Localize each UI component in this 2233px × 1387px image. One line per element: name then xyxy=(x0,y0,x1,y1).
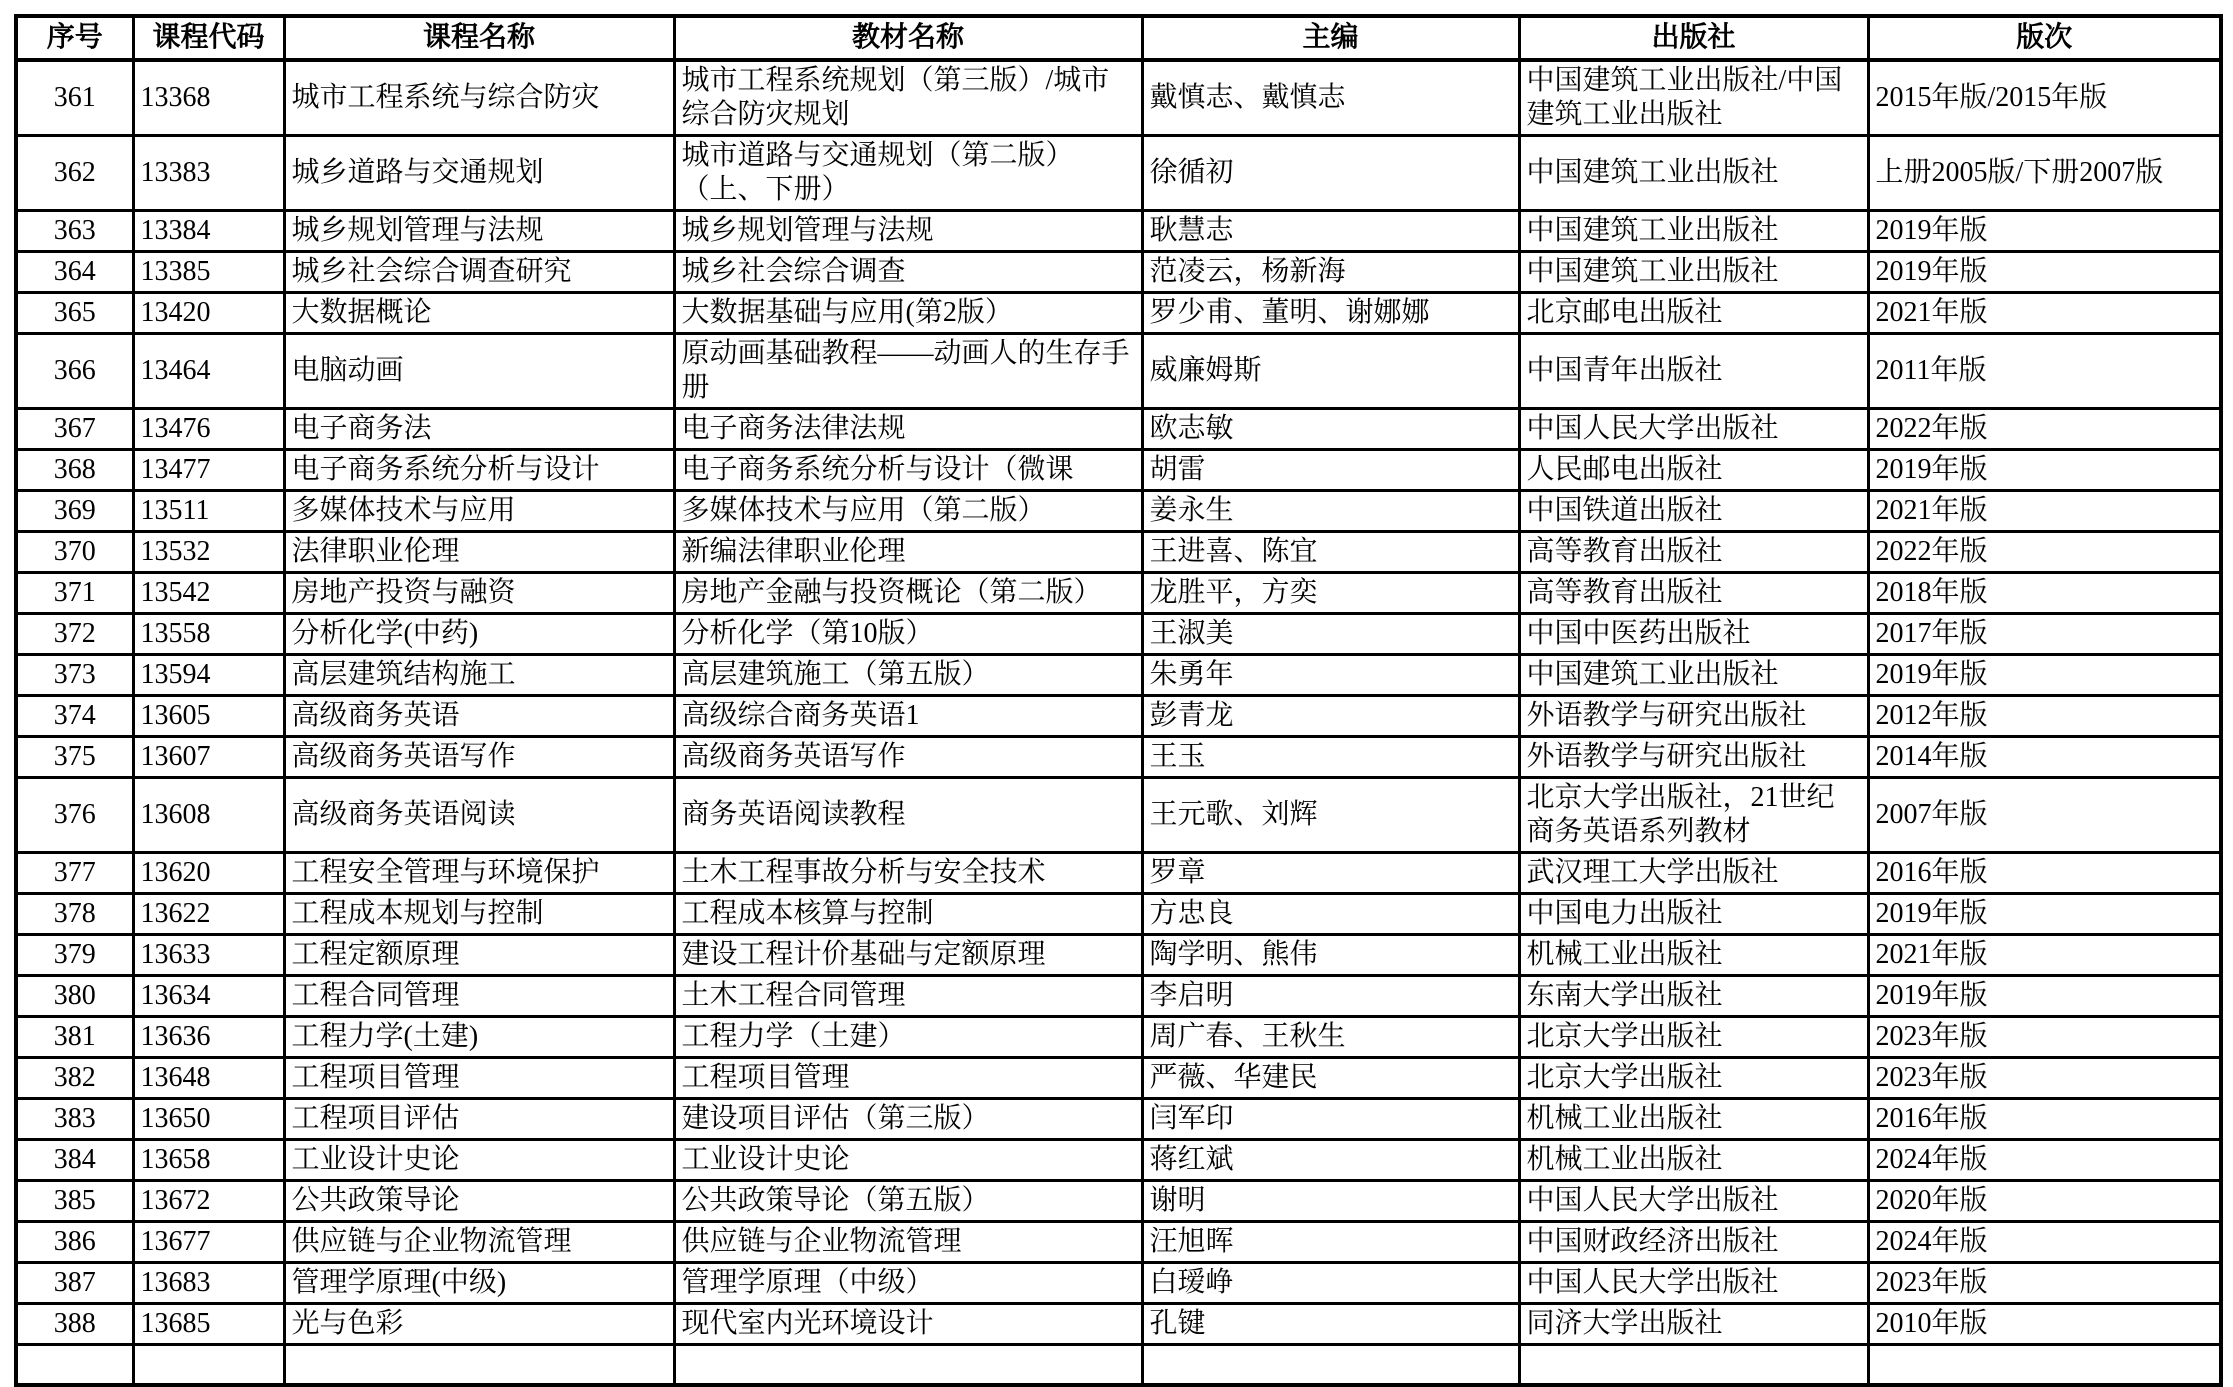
cell-serial: 379 xyxy=(16,935,133,976)
cell-empty xyxy=(16,1345,133,1385)
cell-code: 13634 xyxy=(133,976,284,1017)
table-row xyxy=(16,573,2221,614)
textbook-table xyxy=(14,14,2223,1387)
cell-serial: 386 xyxy=(16,1222,133,1263)
cell-code: 13558 xyxy=(133,614,284,655)
cell-editor: 王玉 xyxy=(1142,737,1519,778)
cell-course: 公共政策导论 xyxy=(284,1181,674,1222)
cell-publisher: 中国中医药出版社 xyxy=(1519,614,1868,655)
cell-serial: 388 xyxy=(16,1304,133,1345)
cell-course: 城市工程系统与综合防灾 xyxy=(284,60,674,136)
cell-empty xyxy=(1519,1345,1868,1385)
cell-publisher: 中国建筑工业出版社 xyxy=(1519,655,1868,696)
table-row xyxy=(16,1181,2221,1222)
cell-code: 13672 xyxy=(133,1181,284,1222)
cell-serial: 364 xyxy=(16,252,133,293)
cell-course: 工程成本规划与控制 xyxy=(284,894,674,935)
cell-code: 13385 xyxy=(133,252,284,293)
cell-course: 工业设计史论 xyxy=(284,1140,674,1181)
cell-textbook: 工业设计史论 xyxy=(674,1140,1142,1181)
cell-publisher: 机械工业出版社 xyxy=(1519,935,1868,976)
cell-editor: 王进喜、陈宜 xyxy=(1142,532,1519,573)
cell-textbook: 电子商务系统分析与设计（微课 xyxy=(674,450,1142,491)
cell-code: 13677 xyxy=(133,1222,284,1263)
table-row xyxy=(16,1140,2221,1181)
cell-publisher: 北京大学出版社，21世纪商务英语系列教材 xyxy=(1519,778,1868,853)
cell-textbook: 现代室内光环境设计 xyxy=(674,1304,1142,1345)
cell-textbook: 高层建筑施工（第五版） xyxy=(674,655,1142,696)
cell-empty xyxy=(674,1345,1142,1385)
cell-textbook: 新编法律职业伦理 xyxy=(674,532,1142,573)
cell-course: 分析化学(中药) xyxy=(284,614,674,655)
cell-code: 13683 xyxy=(133,1263,284,1304)
cell-edition: 2021年版 xyxy=(1868,935,2221,976)
cell-editor: 耿慧志 xyxy=(1142,211,1519,252)
cell-textbook: 公共政策导论（第五版） xyxy=(674,1181,1142,1222)
cell-publisher: 中国建筑工业出版社 xyxy=(1519,136,1868,211)
cell-serial: 381 xyxy=(16,1017,133,1058)
cell-edition: 2018年版 xyxy=(1868,573,2221,614)
cell-publisher: 武汉理工大学出版社 xyxy=(1519,853,1868,894)
cell-textbook: 工程项目管理 xyxy=(674,1058,1142,1099)
cell-serial: 382 xyxy=(16,1058,133,1099)
table-row xyxy=(16,60,2221,136)
table-header-row xyxy=(16,16,2221,60)
cell-edition: 2019年版 xyxy=(1868,894,2221,935)
cell-textbook: 供应链与企业物流管理 xyxy=(674,1222,1142,1263)
cell-empty xyxy=(1868,1345,2221,1385)
cell-edition: 2011年版 xyxy=(1868,334,2221,409)
cell-publisher: 机械工业出版社 xyxy=(1519,1140,1868,1181)
cell-editor: 蒋红斌 xyxy=(1142,1140,1519,1181)
cell-publisher: 中国建筑工业出版社/中国建筑工业出版社 xyxy=(1519,60,1868,136)
cell-serial: 372 xyxy=(16,614,133,655)
cell-serial: 366 xyxy=(16,334,133,409)
cell-edition: 2019年版 xyxy=(1868,450,2221,491)
cell-serial: 365 xyxy=(16,293,133,334)
cell-course: 大数据概论 xyxy=(284,293,674,334)
cell-code: 13607 xyxy=(133,737,284,778)
cell-publisher: 外语教学与研究出版社 xyxy=(1519,696,1868,737)
cell-editor: 王淑美 xyxy=(1142,614,1519,655)
cell-editor: 欧志敏 xyxy=(1142,409,1519,450)
cell-editor: 闫军印 xyxy=(1142,1099,1519,1140)
table-row xyxy=(16,1222,2221,1263)
cell-edition: 2019年版 xyxy=(1868,211,2221,252)
column-header-course: 课程名称 xyxy=(284,16,674,60)
cell-publisher: 北京大学出版社 xyxy=(1519,1017,1868,1058)
cell-publisher: 中国人民大学出版社 xyxy=(1519,409,1868,450)
cell-code: 13477 xyxy=(133,450,284,491)
cell-editor: 孔键 xyxy=(1142,1304,1519,1345)
cell-textbook: 原动画基础教程——动画人的生存手册 xyxy=(674,334,1142,409)
cell-empty xyxy=(1142,1345,1519,1385)
cell-edition: 2024年版 xyxy=(1868,1222,2221,1263)
table-row xyxy=(16,334,2221,409)
table-row xyxy=(16,696,2221,737)
cell-editor: 龙胜平，方奕 xyxy=(1142,573,1519,614)
cell-textbook: 大数据基础与应用(第2版） xyxy=(674,293,1142,334)
column-header-serial: 序号 xyxy=(16,16,133,60)
cell-code: 13658 xyxy=(133,1140,284,1181)
cell-edition: 2024年版 xyxy=(1868,1140,2221,1181)
cell-empty xyxy=(133,1345,284,1385)
cell-editor: 罗章 xyxy=(1142,853,1519,894)
table-row xyxy=(16,1263,2221,1304)
cell-publisher: 中国财政经济出版社 xyxy=(1519,1222,1868,1263)
cell-code: 13648 xyxy=(133,1058,284,1099)
cell-code: 13633 xyxy=(133,935,284,976)
cell-editor: 姜永生 xyxy=(1142,491,1519,532)
cell-editor: 方忠良 xyxy=(1142,894,1519,935)
cell-editor: 汪旭晖 xyxy=(1142,1222,1519,1263)
cell-editor: 白瑷峥 xyxy=(1142,1263,1519,1304)
cell-textbook: 土木工程事故分析与安全技术 xyxy=(674,853,1142,894)
cell-editor: 罗少甫、董明、谢娜娜 xyxy=(1142,293,1519,334)
cell-publisher: 中国人民大学出版社 xyxy=(1519,1263,1868,1304)
cell-textbook: 建设工程计价基础与定额原理 xyxy=(674,935,1142,976)
cell-editor: 威廉姆斯 xyxy=(1142,334,1519,409)
cell-publisher: 中国人民大学出版社 xyxy=(1519,1181,1868,1222)
table-row xyxy=(16,976,2221,1017)
cell-publisher: 北京大学出版社 xyxy=(1519,1058,1868,1099)
cell-code: 13622 xyxy=(133,894,284,935)
column-header-editor: 主编 xyxy=(1142,16,1519,60)
table-row xyxy=(16,778,2221,853)
cell-serial: 371 xyxy=(16,573,133,614)
cell-code: 13685 xyxy=(133,1304,284,1345)
cell-edition: 2023年版 xyxy=(1868,1058,2221,1099)
cell-edition: 2019年版 xyxy=(1868,252,2221,293)
cell-textbook: 城市道路与交通规划（第二版）（上、下册） xyxy=(674,136,1142,211)
cell-code: 13532 xyxy=(133,532,284,573)
cell-edition: 2019年版 xyxy=(1868,655,2221,696)
cell-code: 13620 xyxy=(133,853,284,894)
cell-textbook: 城市工程系统规划（第三版）/城市综合防灾规划 xyxy=(674,60,1142,136)
cell-course: 管理学原理(中级) xyxy=(284,1263,674,1304)
cell-course: 高级商务英语阅读 xyxy=(284,778,674,853)
cell-serial: 373 xyxy=(16,655,133,696)
cell-course: 房地产投资与融资 xyxy=(284,573,674,614)
cell-code: 13542 xyxy=(133,573,284,614)
cell-serial: 374 xyxy=(16,696,133,737)
document-page xyxy=(0,14,2233,1339)
cell-serial: 387 xyxy=(16,1263,133,1304)
table-row xyxy=(16,252,2221,293)
cell-edition: 2012年版 xyxy=(1868,696,2221,737)
cell-serial: 378 xyxy=(16,894,133,935)
cell-course: 法律职业伦理 xyxy=(284,532,674,573)
cell-publisher: 人民邮电出版社 xyxy=(1519,450,1868,491)
cell-course: 高级商务英语写作 xyxy=(284,737,674,778)
cell-serial: 384 xyxy=(16,1140,133,1181)
cell-edition: 2021年版 xyxy=(1868,491,2221,532)
cell-edition: 2017年版 xyxy=(1868,614,2221,655)
cell-textbook: 房地产金融与投资概论（第二版） xyxy=(674,573,1142,614)
cell-serial: 362 xyxy=(16,136,133,211)
cell-course: 城乡社会综合调查研究 xyxy=(284,252,674,293)
cell-textbook: 电子商务法律法规 xyxy=(674,409,1142,450)
cell-publisher: 高等教育出版社 xyxy=(1519,573,1868,614)
cell-textbook: 管理学原理（中级） xyxy=(674,1263,1142,1304)
cell-textbook: 城乡规划管理与法规 xyxy=(674,211,1142,252)
cell-textbook: 多媒体技术与应用（第二版） xyxy=(674,491,1142,532)
cell-edition: 2016年版 xyxy=(1868,853,2221,894)
cell-course: 工程项目管理 xyxy=(284,1058,674,1099)
cell-editor: 王元歌、刘辉 xyxy=(1142,778,1519,853)
table-row xyxy=(16,409,2221,450)
cell-edition: 2016年版 xyxy=(1868,1099,2221,1140)
cell-code: 13608 xyxy=(133,778,284,853)
cell-serial: 383 xyxy=(16,1099,133,1140)
cell-code: 13605 xyxy=(133,696,284,737)
column-header-edition: 版次 xyxy=(1868,16,2221,60)
cell-textbook: 分析化学（第10版） xyxy=(674,614,1142,655)
cell-course: 光与色彩 xyxy=(284,1304,674,1345)
cell-code: 13368 xyxy=(133,60,284,136)
cell-editor: 范凌云，杨新海 xyxy=(1142,252,1519,293)
cell-editor: 李启明 xyxy=(1142,976,1519,1017)
cell-publisher: 中国铁道出版社 xyxy=(1519,491,1868,532)
table-row xyxy=(16,1017,2221,1058)
cell-course: 高级商务英语 xyxy=(284,696,674,737)
cell-serial: 367 xyxy=(16,409,133,450)
cell-code: 13636 xyxy=(133,1017,284,1058)
cell-course: 高层建筑结构施工 xyxy=(284,655,674,696)
cell-serial: 385 xyxy=(16,1181,133,1222)
cell-serial: 375 xyxy=(16,737,133,778)
table-row xyxy=(16,737,2221,778)
cell-textbook: 商务英语阅读教程 xyxy=(674,778,1142,853)
cell-edition: 2023年版 xyxy=(1868,1263,2221,1304)
table-row xyxy=(16,1058,2221,1099)
cell-textbook: 高级商务英语写作 xyxy=(674,737,1142,778)
cell-publisher: 高等教育出版社 xyxy=(1519,532,1868,573)
cell-editor: 陶学明、熊伟 xyxy=(1142,935,1519,976)
cell-editor: 彭青龙 xyxy=(1142,696,1519,737)
cell-code: 13650 xyxy=(133,1099,284,1140)
table-row xyxy=(16,293,2221,334)
table-row xyxy=(16,1304,2221,1345)
cell-serial: 380 xyxy=(16,976,133,1017)
cell-course: 供应链与企业物流管理 xyxy=(284,1222,674,1263)
cell-serial: 368 xyxy=(16,450,133,491)
cell-code: 13476 xyxy=(133,409,284,450)
cell-publisher: 中国青年出版社 xyxy=(1519,334,1868,409)
cell-textbook: 土木工程合同管理 xyxy=(674,976,1142,1017)
cell-course: 工程合同管理 xyxy=(284,976,674,1017)
cell-course: 城乡规划管理与法规 xyxy=(284,211,674,252)
cell-serial: 376 xyxy=(16,778,133,853)
column-header-publisher: 出版社 xyxy=(1519,16,1868,60)
cell-course: 城乡道路与交通规划 xyxy=(284,136,674,211)
cell-code: 13594 xyxy=(133,655,284,696)
cell-editor: 谢明 xyxy=(1142,1181,1519,1222)
cell-edition: 2010年版 xyxy=(1868,1304,2221,1345)
cell-publisher: 中国建筑工业出版社 xyxy=(1519,211,1868,252)
table-row xyxy=(16,935,2221,976)
cell-code: 13420 xyxy=(133,293,284,334)
cell-course: 工程安全管理与环境保护 xyxy=(284,853,674,894)
cell-course: 多媒体技术与应用 xyxy=(284,491,674,532)
cell-code: 13464 xyxy=(133,334,284,409)
cell-serial: 370 xyxy=(16,532,133,573)
cell-empty xyxy=(284,1345,674,1385)
cell-editor: 胡雷 xyxy=(1142,450,1519,491)
cell-textbook: 高级综合商务英语1 xyxy=(674,696,1142,737)
cell-edition: 2022年版 xyxy=(1868,532,2221,573)
cell-serial: 369 xyxy=(16,491,133,532)
cell-edition: 2020年版 xyxy=(1868,1181,2221,1222)
table-row xyxy=(16,211,2221,252)
cell-edition: 2023年版 xyxy=(1868,1017,2221,1058)
cell-edition: 上册2005版/下册2007版 xyxy=(1868,136,2221,211)
cell-textbook: 工程成本核算与控制 xyxy=(674,894,1142,935)
cell-code: 13383 xyxy=(133,136,284,211)
column-header-textbook: 教材名称 xyxy=(674,16,1142,60)
cell-editor: 严薇、华建民 xyxy=(1142,1058,1519,1099)
cell-course: 电子商务法 xyxy=(284,409,674,450)
cell-edition: 2007年版 xyxy=(1868,778,2221,853)
cell-textbook: 城乡社会综合调查 xyxy=(674,252,1142,293)
cell-edition: 2019年版 xyxy=(1868,976,2221,1017)
cell-publisher: 中国电力出版社 xyxy=(1519,894,1868,935)
cell-edition: 2022年版 xyxy=(1868,409,2221,450)
cell-serial: 363 xyxy=(16,211,133,252)
cell-publisher: 同济大学出版社 xyxy=(1519,1304,1868,1345)
cell-course: 电子商务系统分析与设计 xyxy=(284,450,674,491)
cell-editor: 戴慎志、戴慎志 xyxy=(1142,60,1519,136)
cell-edition: 2021年版 xyxy=(1868,293,2221,334)
cell-publisher: 中国建筑工业出版社 xyxy=(1519,252,1868,293)
cell-textbook: 工程力学（土建） xyxy=(674,1017,1142,1058)
cell-course: 工程定额原理 xyxy=(284,935,674,976)
table-row xyxy=(16,136,2221,211)
cell-course: 电脑动画 xyxy=(284,334,674,409)
cell-edition: 2015年版/2015年版 xyxy=(1868,60,2221,136)
table-row xyxy=(16,894,2221,935)
cell-serial: 361 xyxy=(16,60,133,136)
cell-edition: 2014年版 xyxy=(1868,737,2221,778)
cell-publisher: 东南大学出版社 xyxy=(1519,976,1868,1017)
cell-publisher: 外语教学与研究出版社 xyxy=(1519,737,1868,778)
table-row-clipped xyxy=(16,1345,2221,1385)
table-row xyxy=(16,450,2221,491)
cell-editor: 徐循初 xyxy=(1142,136,1519,211)
column-header-code: 课程代码 xyxy=(133,16,284,60)
cell-course: 工程力学(土建) xyxy=(284,1017,674,1058)
table-row xyxy=(16,853,2221,894)
cell-code: 13511 xyxy=(133,491,284,532)
table-row xyxy=(16,655,2221,696)
table-row xyxy=(16,491,2221,532)
table-row xyxy=(16,1099,2221,1140)
table-row xyxy=(16,614,2221,655)
cell-publisher: 机械工业出版社 xyxy=(1519,1099,1868,1140)
cell-code: 13384 xyxy=(133,211,284,252)
cell-editor: 朱勇年 xyxy=(1142,655,1519,696)
cell-publisher: 北京邮电出版社 xyxy=(1519,293,1868,334)
cell-course: 工程项目评估 xyxy=(284,1099,674,1140)
cell-editor: 周广春、王秋生 xyxy=(1142,1017,1519,1058)
table-row xyxy=(16,532,2221,573)
cell-serial: 377 xyxy=(16,853,133,894)
cell-textbook: 建设项目评估（第三版） xyxy=(674,1099,1142,1140)
